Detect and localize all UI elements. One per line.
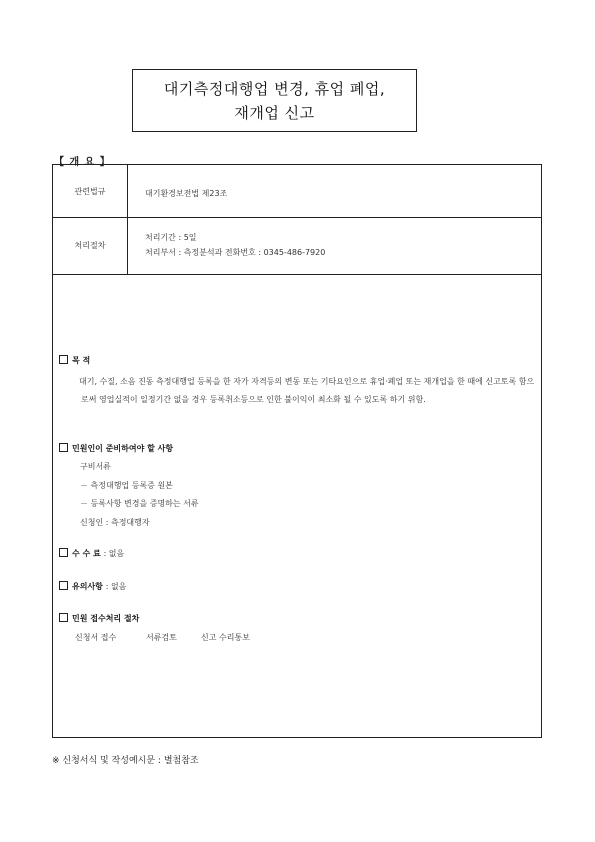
doc-item-1: － 측정대행업 등록증 원본 — [80, 481, 173, 490]
receipt-step-3: 신고 수리통보 — [201, 633, 250, 642]
procedure-values — [145, 230, 325, 260]
caution-heading: 유의사항 : 없음 — [59, 581, 126, 592]
law-label: 관련법규 — [53, 165, 128, 217]
receipt-heading: 민원 접수처리 절차 — [59, 613, 139, 624]
title-box — [132, 69, 417, 132]
title-line-2: 재개업 신고 — [234, 103, 315, 122]
footnote: ※ 신청서식 및 작성예시문 : 별첨참조 — [52, 756, 199, 766]
law-row — [53, 165, 541, 218]
prep-heading: 민원인이 준비하여야 할 사항 — [59, 443, 173, 454]
checkbox-icon — [59, 548, 68, 557]
applicant: 신청인 : 측정대행자 — [80, 518, 150, 527]
checkbox-icon — [59, 613, 68, 622]
law-value: 대기환경보전법 제23조 — [145, 189, 228, 198]
receipt-step-1: 신청서 접수 — [75, 633, 117, 642]
checkbox-icon — [59, 443, 68, 452]
purpose-body: 대기, 수질, 소음 진동 측정대행업 등록을 한 자가 자격등의 변동 또는 기타요인으로 휴업·폐업 또는 재개업을 한 때에 신고토록 함으로써 영업실적이 일정기간 없을 경우 등록취소등으로 인한 불이익이 최소화 될 수 있도록 하기 위함. — [79, 377, 535, 404]
overview-frame — [52, 164, 542, 738]
procedure-row — [53, 217, 541, 275]
fee-heading: 수 수 료 : 없음 — [59, 548, 124, 559]
purpose-heading: 목 적 — [59, 355, 90, 366]
processing-period: 처리기간 : 5일 — [145, 233, 197, 242]
doc-item-2: － 등록사항 변경을 증명하는 서류 — [80, 499, 199, 508]
overview-label: 【 개 요 】 — [54, 157, 111, 168]
receipt-step-2: 서류검토 — [146, 633, 177, 642]
doc-title: 구비서류 — [80, 462, 111, 471]
procedure-label: 처리절차 — [53, 217, 128, 274]
checkbox-icon — [59, 581, 68, 590]
checkbox-icon — [59, 355, 68, 364]
title-line-1: 대기측정대행업 변경, 휴업 폐업, — [163, 79, 386, 98]
processing-department: 처리부서 : 측정분석과 전화번호 : 0345-486-7920 — [145, 248, 326, 257]
